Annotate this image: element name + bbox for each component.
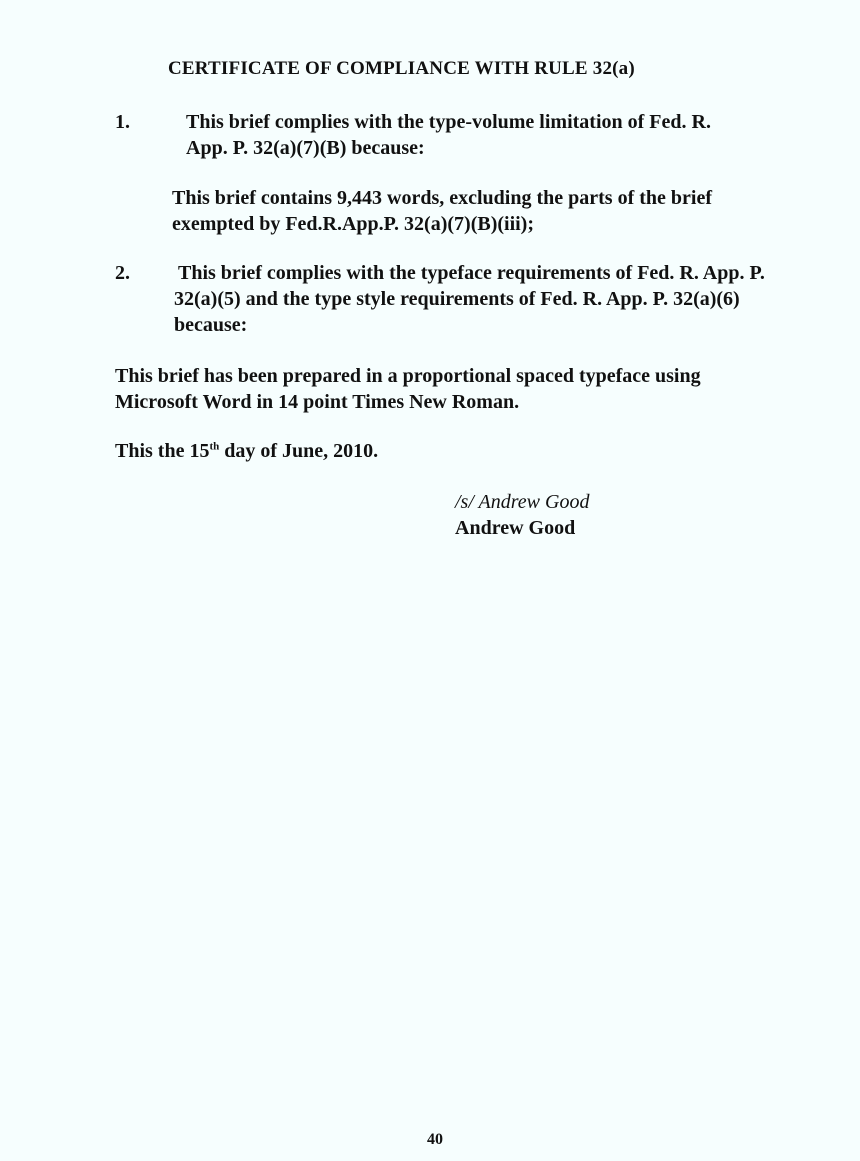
word-count-paragraph xyxy=(172,185,712,237)
item-2-line-1: This brief complies with the typeface requirements of Fed. R. App. P. xyxy=(178,262,765,284)
certificate-title: CERTIFICATE OF COMPLIANCE WITH RULE 32(a) xyxy=(168,58,635,79)
item-1-line-1: This brief complies with the type-volume limitation of Fed. R. xyxy=(186,111,711,133)
item-2-number: 2. xyxy=(115,262,130,284)
item-1-text xyxy=(186,109,711,161)
signature-block xyxy=(455,489,589,541)
page-number: 40 xyxy=(427,1131,443,1148)
date-ordinal-suffix: th xyxy=(209,440,220,453)
item-2-text xyxy=(174,260,765,338)
electronic-signature: /s/ Andrew Good xyxy=(455,491,590,513)
word-count-line-2: exempted by Fed.R.App.P. 32(a)(7)(B)(iii); xyxy=(172,213,535,235)
item-2-line-2: 32(a)(5) and the type style requirements of Fed. R. App. P. 32(a)(6) xyxy=(174,288,740,310)
item-1-line-2: App. P. 32(a)(7)(B) because: xyxy=(186,137,425,159)
typeface-statement-line-1: This brief has been prepared in a proportional spaced typeface using xyxy=(115,365,701,387)
signer-name: Andrew Good xyxy=(455,517,576,539)
item-2-line-3: because: xyxy=(174,314,248,336)
typeface-statement xyxy=(115,363,701,415)
word-count-line-1: This brief contains 9,443 words, excluding the parts of the brief xyxy=(172,187,712,209)
date-line xyxy=(115,438,378,464)
date-suffix: day of June, 2010. xyxy=(219,440,379,462)
item-1-number: 1. xyxy=(115,111,130,133)
typeface-statement-line-2: Microsoft Word in 14 point Times New Roman. xyxy=(115,391,520,413)
date-prefix: This the 15 xyxy=(115,440,210,462)
